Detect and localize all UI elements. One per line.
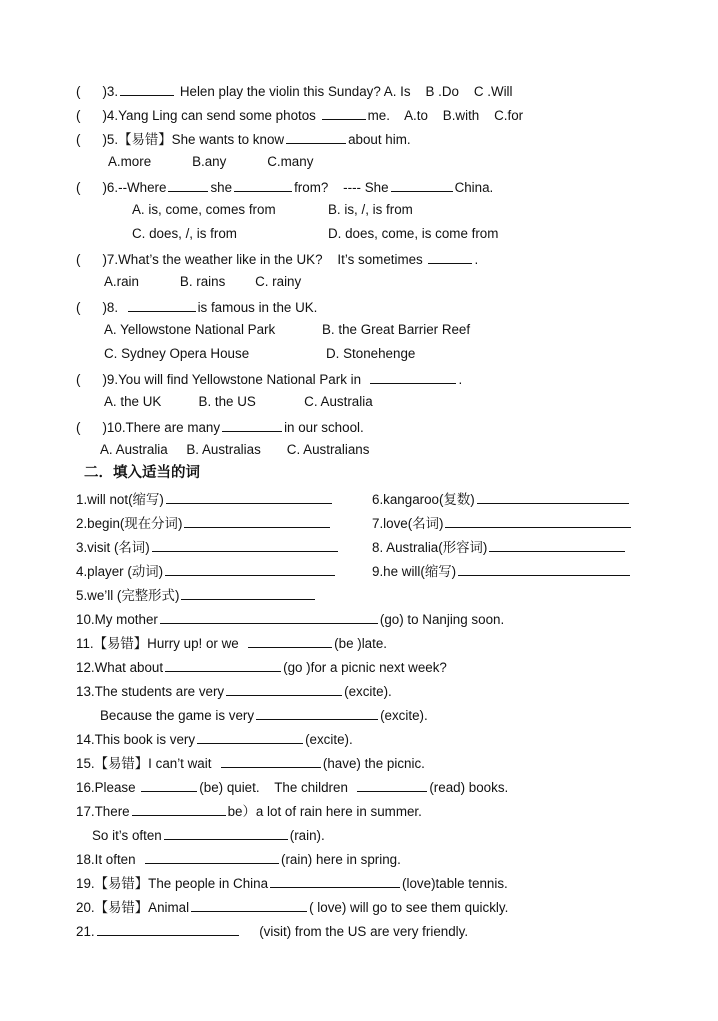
fill-item-20: 20.【易错】Animal ( love) will go to see them quickly. — [76, 897, 508, 917]
fill-item-5: 5.we’ll (完整形式) — [76, 585, 317, 605]
paren-open: ( — [76, 84, 81, 99]
fill-item-13: 13.The students are very (excite). — [76, 681, 392, 701]
fill-item-12: 12.What about (go )for a picnic next week? — [76, 657, 447, 677]
blank[interactable] — [458, 561, 630, 576]
blank[interactable] — [165, 657, 281, 672]
blank[interactable] — [370, 369, 456, 384]
question-6-option-a: A. is, come, comes from — [132, 202, 276, 217]
blank[interactable] — [270, 873, 400, 888]
blank[interactable] — [221, 753, 321, 768]
question-6-option-b: B. is, /, is from — [328, 202, 413, 217]
fill-item-6: 6.kangaroo(复数) — [372, 489, 631, 509]
question-9-options: A. the UK B. the US C. Australia — [104, 394, 373, 409]
blank[interactable] — [145, 849, 279, 864]
question-4: ( )4.Yang Ling can send some photos me. A.to B.with C.for — [76, 105, 523, 125]
blank[interactable] — [120, 81, 174, 96]
question-5-options: A.more B.any C.many — [108, 154, 314, 169]
fill-item-9: 9.he will(缩写) — [372, 561, 632, 581]
blank[interactable] — [165, 561, 335, 576]
fill-item-8: 8. Australia(形容词) — [372, 537, 627, 557]
question-3: ( )3. Helen play the violin this Sunday? A. Is B .Do C .Will — [76, 81, 513, 101]
blank[interactable] — [181, 585, 315, 600]
fill-item-17: 17.There be）a lot of rain here in summer. — [76, 801, 422, 821]
question-7: ( )7.What’s the weather like in the UK? It’s sometimes . — [76, 249, 478, 269]
blank[interactable] — [286, 129, 346, 144]
blank[interactable] — [391, 177, 453, 192]
blank[interactable] — [477, 489, 629, 504]
question-8: ( )8. is famous in the UK. — [76, 297, 317, 317]
fill-item-14: 14.This book is very (excite). — [76, 729, 353, 749]
fill-item-3: 3.visit (名词) — [76, 537, 340, 557]
blank[interactable] — [445, 513, 631, 528]
fill-item-15: 15.【易错】I can’t wait (have) the picnic. — [76, 753, 425, 773]
question-7-options: A.rain B. rains C. rainy — [104, 274, 302, 289]
blank[interactable] — [184, 513, 330, 528]
fill-item-18: 18.It often (rain) here in spring. — [76, 849, 401, 869]
blank[interactable] — [128, 297, 196, 312]
question-8-option-a: A. Yellowstone National Park — [104, 322, 276, 337]
section-heading: 二．填入适当的词 — [84, 465, 200, 481]
question-5: ( )5.【易错】She wants to know about him. — [76, 129, 411, 149]
blank[interactable] — [197, 729, 303, 744]
fill-item-13-b: Because the game is very (excite). — [100, 705, 428, 725]
fill-item-2: 2.begin(现在分词) — [76, 513, 332, 533]
blank[interactable] — [191, 897, 307, 912]
blank[interactable] — [428, 249, 472, 264]
blank[interactable] — [152, 537, 338, 552]
fill-item-4: 4.player (动词) — [76, 561, 337, 581]
blank[interactable] — [234, 177, 292, 192]
fill-item-1: 1.will not(缩写) — [76, 489, 334, 509]
blank[interactable] — [489, 537, 625, 552]
question-8-option-c: C. Sydney Opera House — [104, 346, 250, 361]
fill-item-16: 16.Please (be) quiet. The children (read) books. — [76, 777, 508, 797]
blank[interactable] — [357, 777, 427, 792]
blank[interactable] — [222, 417, 282, 432]
blank[interactable] — [166, 489, 332, 504]
fill-item-7: 7.love(名词) — [372, 513, 633, 533]
fill-item-21: 21. (visit) from the US are very friendly. — [76, 921, 468, 941]
fill-item-10: 10.My mother (go) to Nanjing soon. — [76, 609, 504, 629]
question-9: ( )9.You will find Yellowstone National Park in . — [76, 369, 462, 389]
blank[interactable] — [97, 921, 239, 936]
question-6-option-c: C. does, /, is from — [132, 226, 237, 241]
blank[interactable] — [256, 705, 378, 720]
blank[interactable] — [160, 609, 378, 624]
question-10-options: A. Australia B. Australias C. Australians — [100, 442, 370, 457]
question-8-option-d: D. Stonehenge — [326, 346, 416, 361]
fill-item-11: 11.【易错】Hurry up! or we (be )late. — [76, 633, 387, 653]
question-6: ( )6.--Where she from? ---- She China. — [76, 177, 493, 197]
question-8-option-b: B. the Great Barrier Reef — [322, 322, 471, 337]
question-10: ( )10.There are many in our school. — [76, 417, 364, 437]
blank[interactable] — [226, 681, 342, 696]
fill-item-19: 19.【易错】The people in China (love)table tennis. — [76, 873, 508, 893]
blank[interactable] — [168, 177, 208, 192]
blank[interactable] — [141, 777, 197, 792]
blank[interactable] — [164, 825, 288, 840]
blank[interactable] — [248, 633, 332, 648]
blank[interactable] — [132, 801, 226, 816]
fill-item-17-b: So it’s often (rain). — [92, 825, 325, 845]
blank[interactable] — [322, 105, 366, 120]
question-6-option-d: D. does, come, is come from — [328, 226, 499, 241]
